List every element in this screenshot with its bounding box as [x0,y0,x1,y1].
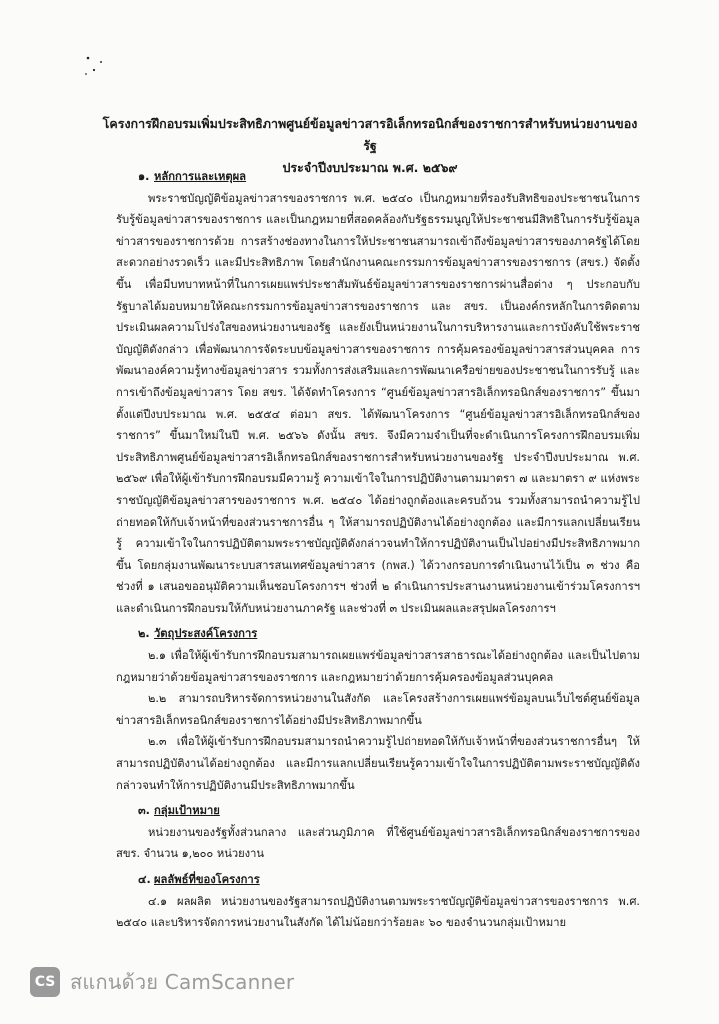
section-number: ๓. [138,804,150,818]
section-paragraph: พระราชบัญญัติข้อมูลข่าวสารของราชการ พ.ศ. ๒๕๔๐ เป็นกฎหมายที่รองรับสิทธิของประชาชนในการรับรู้ข้อมูลข่าวสารของราชการ และเป็นกฎหมายที่สอดคล้องกับรัฐธรรมนูญให้ประชาชนมีสิทธิในการรับรู้ข้อมูลข่าวสารของราชการด้วย การสร้างช่องทางในการให้ประชาชนสามารถเข้าถึงข้อมูลข่าวสารของภาครัฐได้โดยสะดวกอย่างรวดเร็ว และมีประสิทธิภาพ โดยสำนักงานคณะกรรมการข้อมูลข่าวสารของราชการ (สขร.) จัดตั้งขึ้น เพื่อมีบทบาทหน้าที่ในการเผยแพร่ประชาสัมพันธ์ข้อมูลข่าวสารของราชการผ่านสื่อต่าง ๆ ประกอบกับรัฐบาลได้มอบหมายให้คณะกรรมการข้อมูลข่าวสารของราชการ และ สขร. เป็นองค์กรหลักในการติดตามประเมินผลความโปร่งใสของหน่วยงานของรัฐ และยังเป็นหน่วยงานในการบริหารงานและการบังคับใช้พระราชบัญญัติดังกล่าว เพื่อพัฒนาการจัดระบบข้อมูลข่าวสารของราชการ การคุ้มครองข้อมูลข่าวสารส่วนบุคคล การพัฒนาองค์ความรู้ทางข้อมูลข่าวสาร รวมทั้งการส่งเสริมและการพัฒนาเครือข่ายของประชาชนในการรับรู้ และการเข้าถึงข้อมูลข่าวสาร โดย สขร. ได้จัดทำโครงการ “ศูนย์ข้อมูลข่าวสารอิเล็กทรอนิกส์ของราชการ” ขึ้นมาตั้งแต่ปีงบประมาณ พ.ศ. ๒๕๕๔ ต่อมา สขร. ได้พัฒนาโครงการ “ศูนย์ข้อมูลข่าวสารอิเล็กทรอนิกส์ของราชการ” ขึ้นมาใหม่ในปี พ.ศ. ๒๕๖๖ ดังนั้น สขร. จึงมีความจำเป็นที่จะดำเนินการโครงการฝึกอบรมเพิ่มประสิทธิภาพศูนย์ข้อมูลข่าวสารอิเล็กทรอนิกส์ของราชการสำหรับหน่วยงานของรัฐ ประจำปีงบประมาณ พ.ศ. ๒๕๖๙ เพื่อให้ผู้เข้ารับการฝึกอบรมมีความรู้ ความเข้าใจในการปฏิบัติงานตามมาตรา ๗ และมาตรา ๙ แห่งพระราชบัญญัติข้อมูลข่าวสารของราชการ พ.ศ. ๒๕๔๐ ได้อย่างถูกต้องและครบถ้วน รวมทั้งสามารถนำความรู้ไปถ่ายทอดให้กับเจ้าหน้าที่ของส่วนราชการอื่น ๆ ให้สามารถปฏิบัติงานได้อย่างถูกต้อง และมีการแลกเปลี่ยนเรียนรู้ ความเข้าใจในการปฏิบัติตามพระราชบัญญัติดังกล่าวจนทำให้การปฏิบัติงานเป็นไปอย่างมีประสิทธิภาพมากขึ้น โดยกลุ่มงานพัฒนาระบบสารสนเทศข้อมูลข่าวสาร (กพส.) ได้วางกรอบการดำเนินงานไว้เป็น ๓ ช่วง คือ ช่วงที่ ๑ เสนอขออนุมัติความเห็นชอบโครงการฯ ช่วงที่ ๒ ดำเนินการประสานงานหน่วยงานเข้าร่วมโครงการฯ และดำเนินการฝึกอบรมให้กับหน่วยงานภาครัฐ และช่วงที่ ๓ ประเมินผลและสรุปผลโครงการฯ [116,191,640,615]
section-paragraph: ๒.๓ เพื่อให้ผู้เข้ารับการฝึกอบรมสามารถนำความรู้ไปถ่ายทอดให้กับเจ้าหน้าที่ของส่วนราชการอื่นๆ ให้สามารถปฏิบัติงานได้อย่างถูกต้อง และมีการแลกเปลี่ยนเรียนรู้ความเข้าใจในการปฏิบัติตามพระราชบัญญัติดังกล่าวจนทำให้การปฏิบัติงานมีประสิทธิภาพมากขึ้น [116,735,640,792]
section-number: ๑. [138,170,150,183]
title-line-1: โครงการฝึกอบรมเพิ่มประสิทธิภาพศูนย์ข้อมูลข่าวสารอิเล็กทรอนิกส์ของราชการสำหรับหน่วยงานของรัฐ [102,116,638,153]
section-title: วัตถุประสงค์โครงการ [154,627,258,641]
section-paragraph: ๔.๑ ผลผลิต หน่วยงานของรัฐสามารถปฏิบัติงานตามพระราชบัญญัติข้อมูลข่าวสารของราชการ พ.ศ. ๒๕๔๐ และบริหารจัดการหน่วยงานในสังกัด ได้ไม่น้อยกว่าร้อยละ ๖๐ ของจำนวนกลุ่มเป้าหมาย [116,894,640,930]
section-3 [116,800,640,865]
camscanner-logo-icon: CS [30,967,60,997]
section-heading [116,800,640,822]
section-heading [116,166,640,188]
section-paragraph: ๒.๑ เพื่อให้ผู้เข้ารับการฝึกอบรมสามารถเผยแพร่ข้อมูลข่าวสารสาธารณะได้อย่างถูกต้อง และเป็นไปตามกฎหมายว่าด้วยข้อมูลข่าวสารของราชการ และกฎหมายว่าด้วยการคุ้มครองข้อมูลส่วนบุคคล [116,649,640,684]
scan-specks [0,0,719,120]
section-paragraph: หน่วยงานของรัฐทั้งส่วนกลาง และส่วนภูมิภาค ที่ใช้ศูนย์ข้อมูลข่าวสารอิเล็กทรอนิกส์ของราชการของ สขร. จำนวน ๑,๒๐๐ หน่วยงาน [116,825,640,861]
section-heading [116,869,640,891]
section-number: ๔. [138,873,151,886]
section-1 [116,166,640,619]
section-4 [116,869,640,934]
section-heading [116,623,640,645]
section-paragraph: ๒.๒ สามารถบริหารจัดการหน่วยงานในสังกัด และโครงสร้างการเผยแพร่ข้อมูลบนเว็บไซต์ศูนย์ข้อมูลข่าวสารอิเล็กทรอนิกส์ของราชการได้อย่างมีประสิทธิภาพมากขึ้น [116,692,640,727]
section-title: กลุ่มเป้าหมาย [154,804,220,818]
section-number: ๒. [138,627,150,641]
title-line-2: ประจำปีงบประมาณ พ.ศ. ๒๕๖๙ [282,160,458,175]
section-title: ผลลัพธ์ที่ของโครงการ [154,873,260,886]
watermark-text: สแกนด้วย CamScanner [70,970,295,994]
section-2 [116,623,640,796]
camscanner-watermark [30,966,294,998]
document-body [116,166,640,938]
section-title: หลักการและเหตุผล [154,170,247,183]
